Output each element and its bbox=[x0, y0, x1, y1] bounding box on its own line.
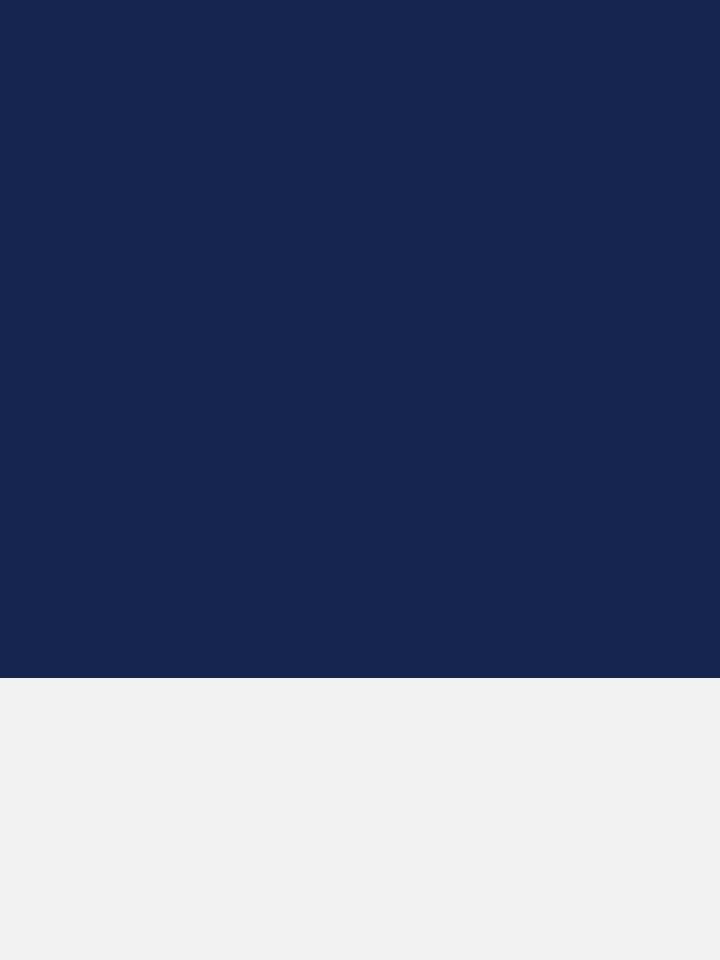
distribution-panel bbox=[0, 678, 720, 960]
